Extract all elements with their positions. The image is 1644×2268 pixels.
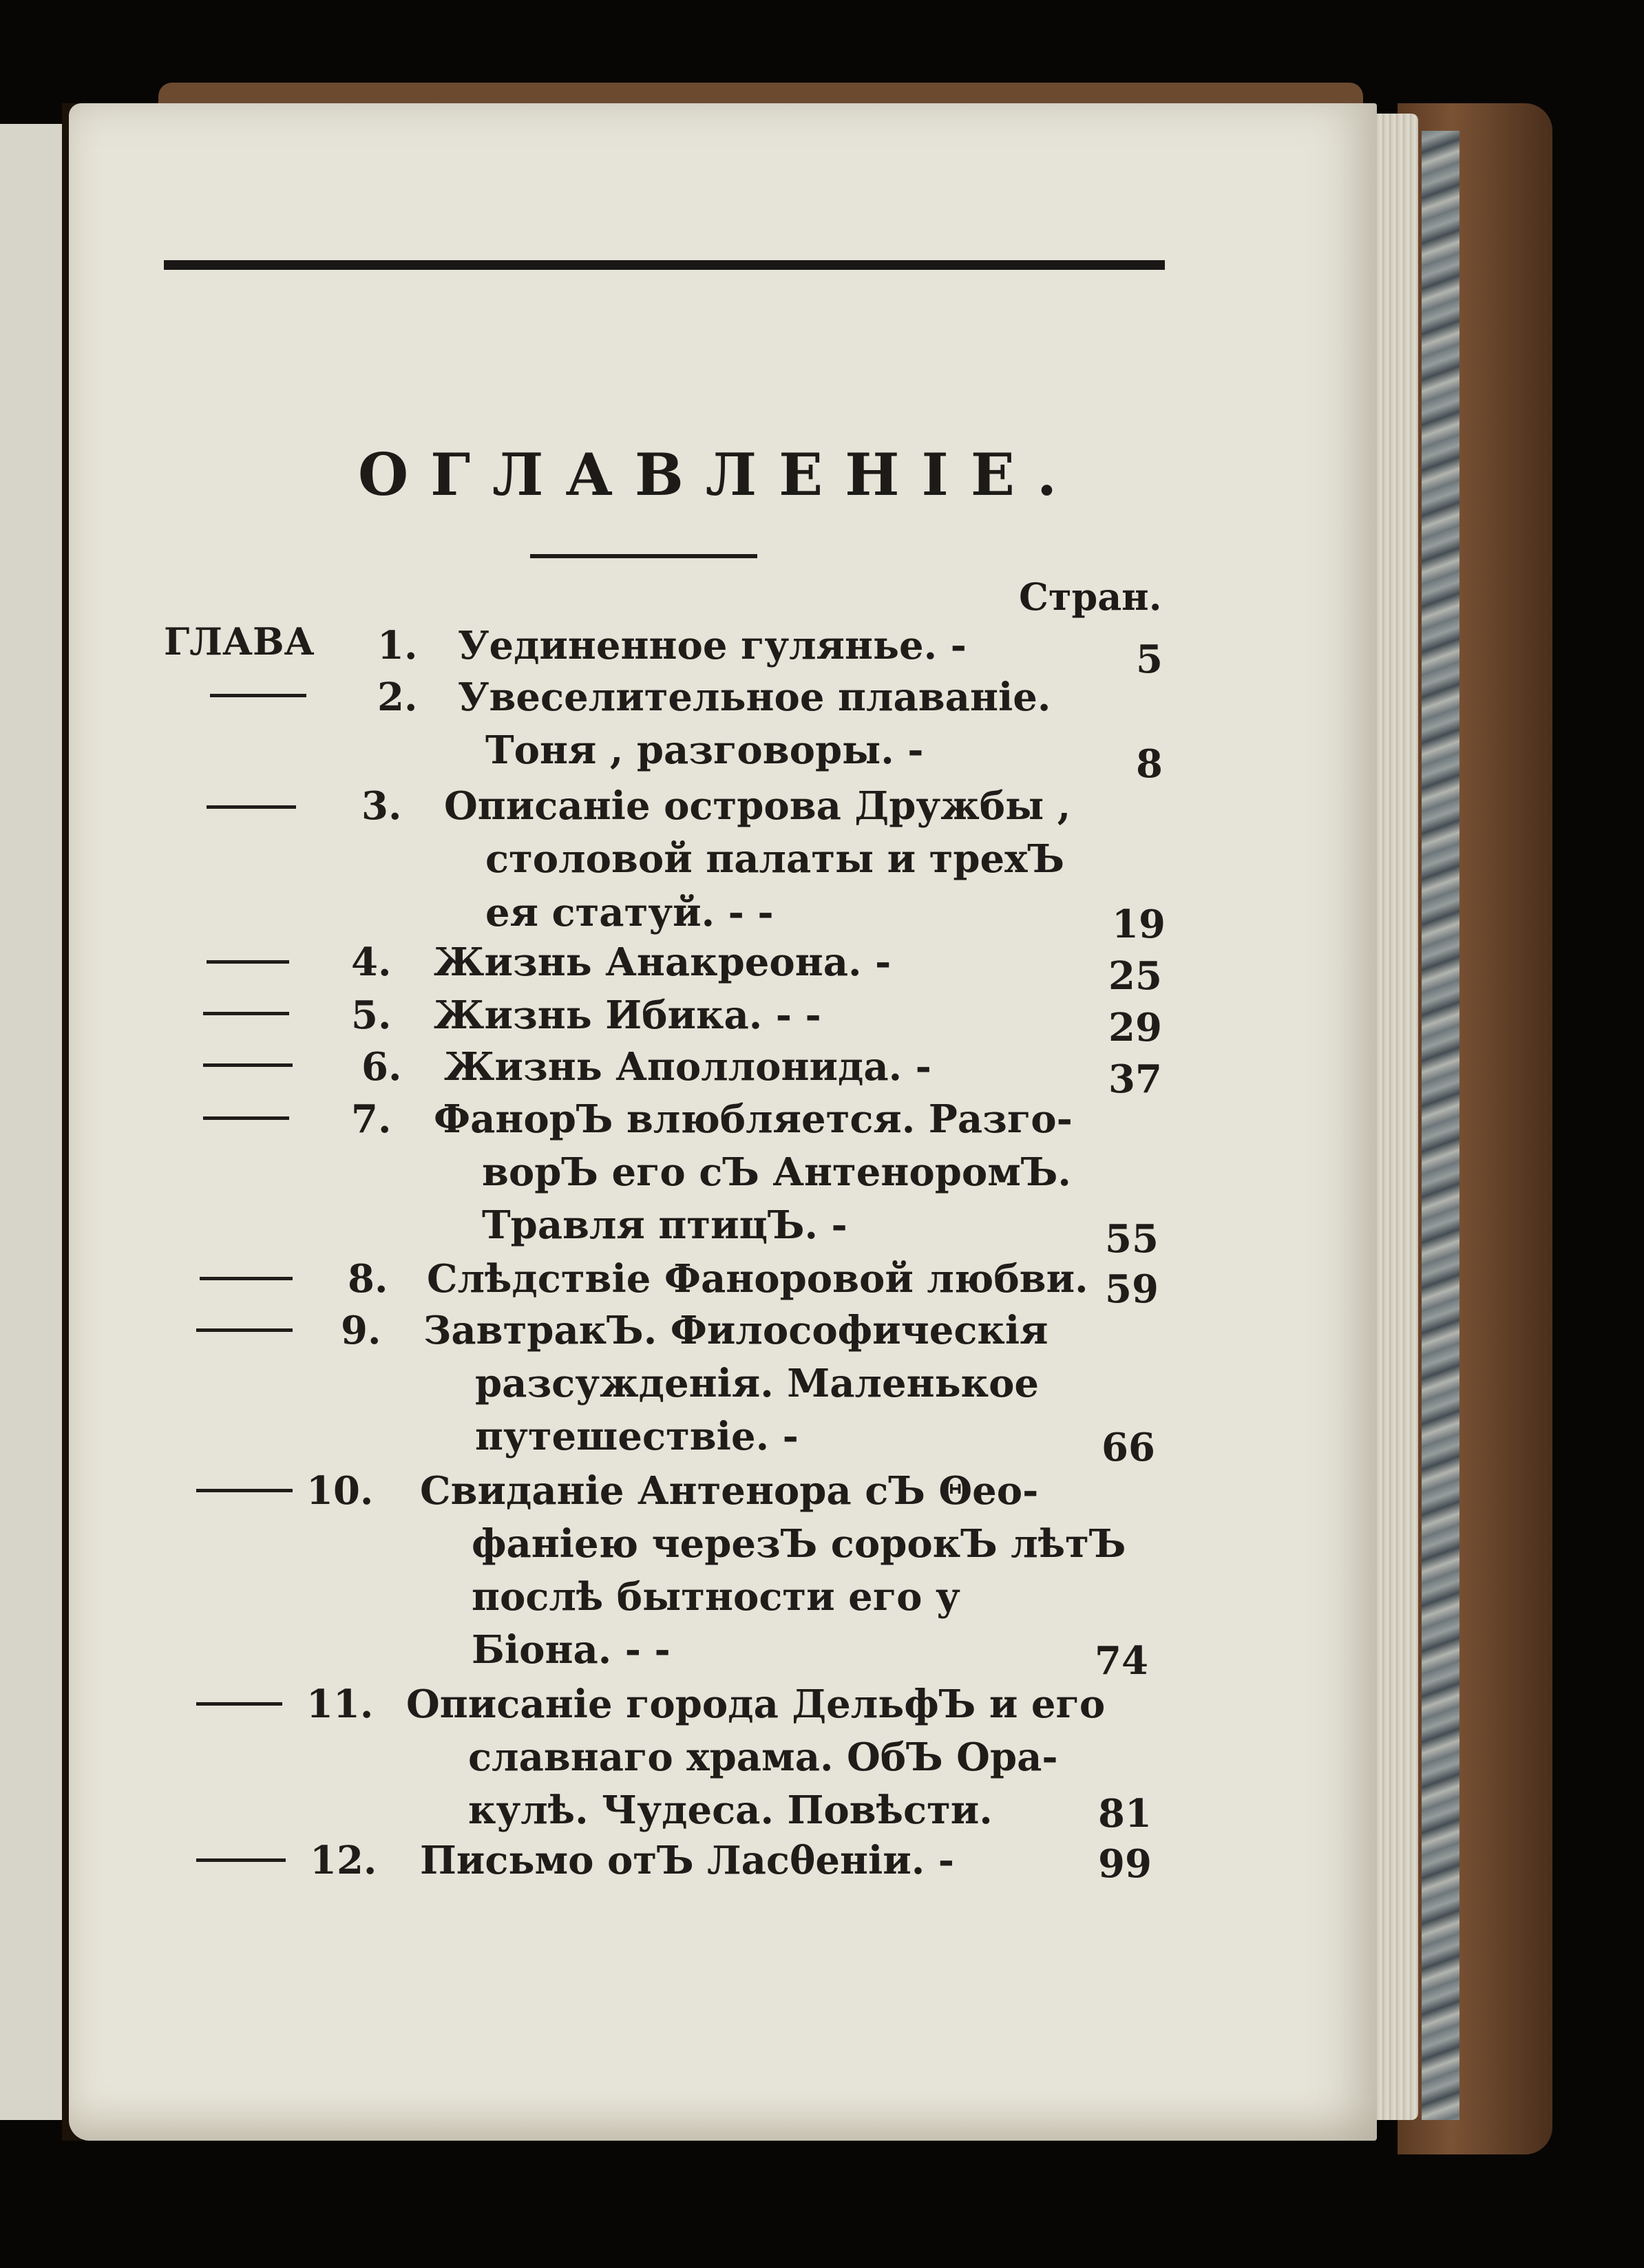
chapter-number: 9. (341, 1308, 381, 1353)
chapter-number: 4. (351, 940, 392, 985)
chapter-title-line: Жизнь Анакреона. - (434, 940, 892, 985)
chapter-title-line: славнаго храма. ОбЪ Ора- (468, 1735, 1058, 1780)
book-cover (1398, 103, 1552, 2154)
chapter-title-line: Письмо отЪ Ласθенiи. - (420, 1838, 955, 1883)
page-number: 8 (1136, 741, 1163, 787)
page-number: 66 (1102, 1425, 1155, 1470)
chapter-title-line: разсужденiя. Маленькое (475, 1361, 1040, 1406)
chapter-number: 7. (351, 1096, 392, 1142)
chapter-title-line: ея статуй. - - (485, 890, 774, 935)
chapter-title-line: Жизнь Ибика. - - (434, 993, 821, 1038)
chapter-title-line: фанiею черезЪ сорокЪ лѣтЪ (472, 1521, 1126, 1567)
ditto-dash (210, 694, 306, 697)
chapter-title-line: Свиданie Антенора сЪ Θео- (420, 1468, 1039, 1514)
page-number: 99 (1098, 1841, 1152, 1887)
page-number: 29 (1108, 1005, 1162, 1050)
ditto-dash (196, 1702, 282, 1706)
page-number: 37 (1108, 1057, 1162, 1102)
chapter-title-line: ворЪ его сЪ АнтеноромЪ. (482, 1149, 1071, 1195)
chapter-title-line: ФанорЪ влюбляется. Разго- (434, 1096, 1073, 1142)
chapter-title-line: ЗавтракЪ. Философическiя (423, 1308, 1048, 1353)
chapter-number: 1. (377, 623, 418, 668)
chapter-title-line: Описанie острова Дружбы , (444, 783, 1071, 829)
page-column-header: Стран. (1019, 575, 1162, 619)
chapter-title-line: Увеселительное плаванie. (458, 675, 1051, 720)
chapter-title-line: кулѣ. Чудеса. Повѣсти. (468, 1788, 993, 1833)
ditto-dash (203, 1063, 293, 1067)
page-number: 19 (1112, 902, 1166, 947)
page-number: 55 (1105, 1216, 1159, 1262)
chapter-number: 12. (310, 1838, 377, 1883)
ditto-dash (203, 1116, 289, 1120)
ditto-dash (200, 1277, 293, 1280)
title-rule (530, 554, 757, 558)
ditto-dash (207, 960, 289, 964)
ditto-dash (196, 1858, 286, 1862)
facing-page-edge (0, 124, 69, 2120)
page-number: 74 (1095, 1638, 1148, 1684)
chapter-label: ГЛАВА (164, 619, 315, 664)
chapter-number: 5. (351, 993, 392, 1038)
chapter-title-line: путешествie. - (475, 1414, 799, 1459)
header-rule (164, 260, 1165, 270)
chapter-title-line: Уединенное гулянье. - (458, 623, 967, 668)
marbled-endpaper (1422, 131, 1459, 2120)
chapter-number: 3. (361, 783, 402, 829)
chapter-title-line: послѣ бытности его у (472, 1574, 960, 1620)
chapter-title-line: столовой палаты и трехЪ (485, 836, 1065, 882)
chapter-title-line: Жизнь Аполлонида. - (444, 1044, 931, 1090)
page-number: 25 (1108, 953, 1162, 999)
chapter-title-line: Бiона. - - (472, 1627, 671, 1673)
chapter-number: 6. (361, 1044, 402, 1090)
ditto-dash (207, 805, 296, 809)
chapter-number: 8. (348, 1256, 388, 1302)
ditto-dash (196, 1489, 293, 1492)
page-number: 59 (1105, 1267, 1159, 1312)
page-title: ОГЛАВЛЕНIЕ. (358, 441, 1079, 509)
ditto-dash (203, 1012, 289, 1015)
chapter-title-line: Слѣдствie Фаноровой любви. (427, 1256, 1088, 1302)
page-number: 81 (1098, 1791, 1152, 1836)
chapter-number: 10. (306, 1468, 374, 1514)
chapter-title-line: Травля птицЪ. - (482, 1202, 847, 1248)
chapter-title-line: Тоня , разговоры. - (485, 728, 924, 773)
chapter-number: 2. (377, 675, 418, 720)
chapter-number: 11. (306, 1682, 374, 1727)
page-number: 5 (1136, 637, 1163, 682)
ditto-dash (196, 1328, 293, 1332)
chapter-title-line: Описанie города ДельфЪ и его (406, 1682, 1106, 1727)
